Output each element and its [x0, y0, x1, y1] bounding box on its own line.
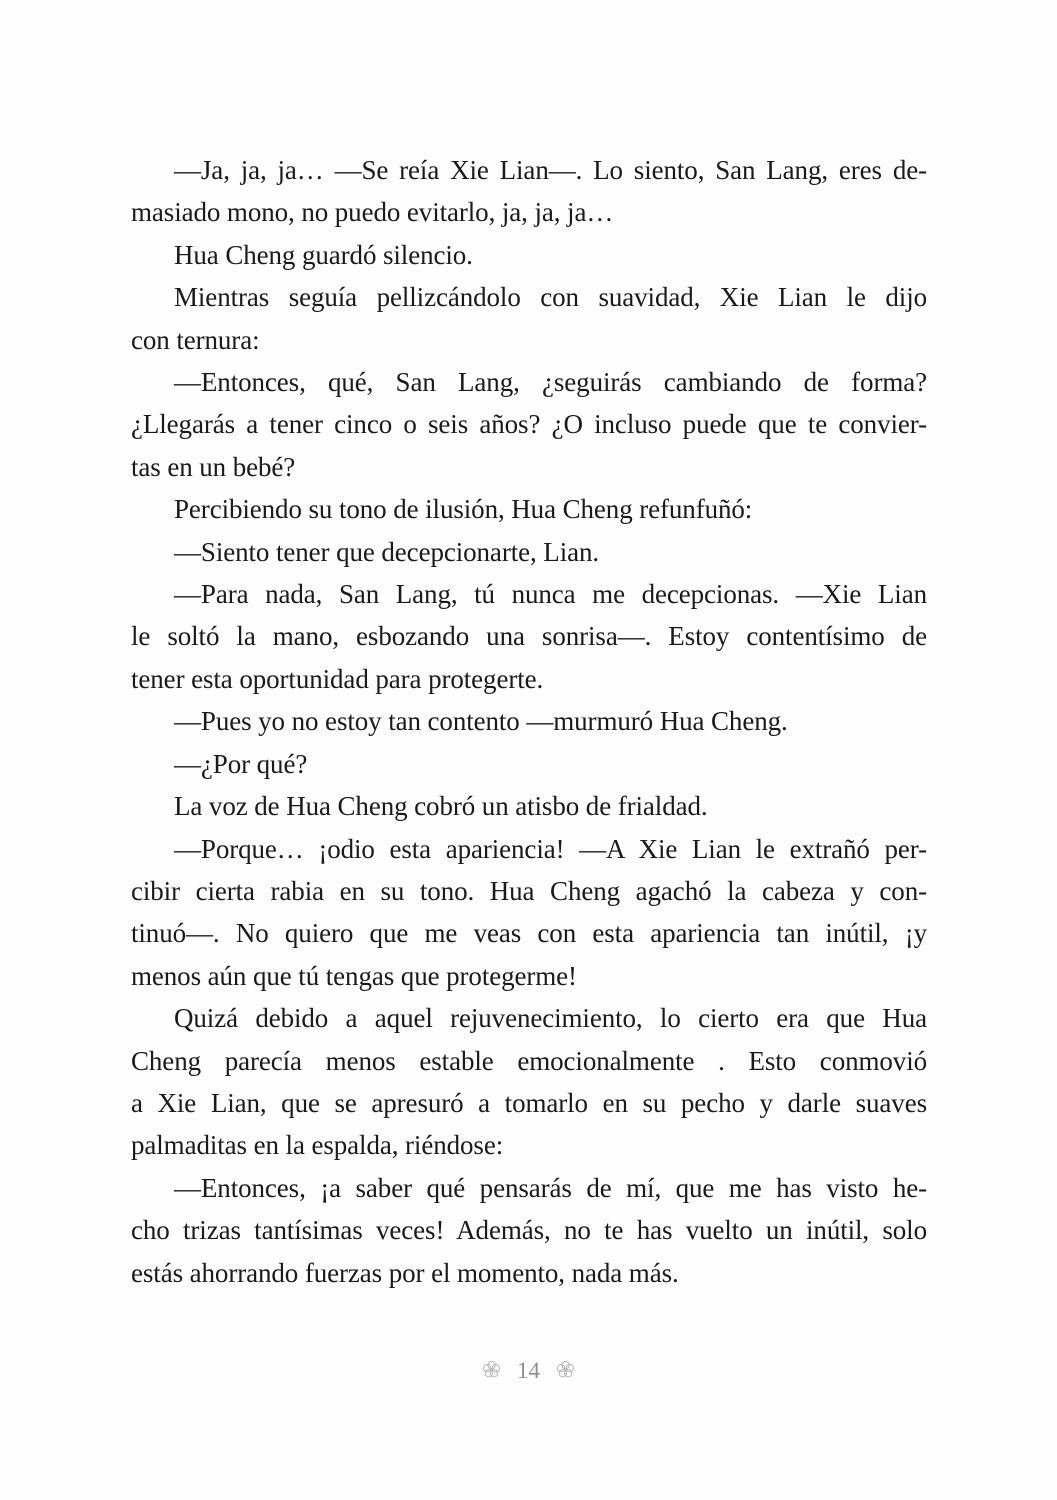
paragraph: [131, 234, 927, 276]
paragraph: [131, 785, 927, 827]
text-line: cibir cierta rabia en su tono. Hua Cheng agachó la cabeza y con-: [131, 875, 927, 906]
paragraph: [131, 700, 927, 742]
paragraph: [131, 361, 927, 488]
text-line: —Entonces, qué, San Lang, ¿seguirás cambiando de forma?: [174, 367, 927, 398]
text-line: —Pues yo no estoy tan contento —murmuró Hua Cheng.: [174, 706, 788, 737]
paragraph: [131, 743, 927, 785]
text-line: tas en un bebé?: [131, 451, 296, 482]
text-line: le soltó la mano, esbozando una sonrisa—. Estoy contentísimo de: [131, 621, 927, 652]
text-line: menos aún que tú tengas que protegerme!: [131, 960, 577, 991]
text-line: Hua Cheng guardó silencio.: [174, 239, 473, 270]
paragraph: [131, 488, 927, 530]
text-line: —Porque… ¡odio esta apariencia! —A Xie Lian le extrañó per-: [174, 833, 927, 864]
text-line: Percibiendo su tono de ilusión, Hua Cheng refunfuñó:: [174, 494, 753, 525]
text-line: estás ahorrando fuerzas por el momento, nada más.: [131, 1257, 679, 1288]
flower-rosette-icon: [482, 1360, 501, 1379]
paragraph: [131, 828, 927, 998]
flower-rosette-icon: [556, 1360, 575, 1379]
text-line: Cheng parecía menos estable emocionalmente . Esto conmovió: [131, 1045, 927, 1076]
text-line: a Xie Lian, que se apresuró a tomarlo en su pecho y darle suaves: [131, 1087, 927, 1118]
paragraph: [131, 573, 927, 700]
paragraph: [131, 531, 927, 573]
text-line: ¿Llegarás a tener cinco o seis años? ¿O incluso puede que te convier-: [131, 409, 927, 440]
paragraph: [131, 149, 927, 234]
text-line: Mientras seguía pellizcándolo con suavidad, Xie Lian le dijo: [174, 282, 927, 313]
text-line: tener esta oportunidad para protegerte.: [131, 663, 544, 694]
paragraph: [131, 997, 927, 1167]
text-line: —Ja, ja, ja… —Se reía Xie Lian—. Lo siento, San Lang, eres de-: [174, 155, 927, 185]
paragraph: [131, 276, 927, 361]
page-number: 14: [517, 1357, 540, 1383]
text-line: —Entonces, ¡a saber qué pensarás de mí, que me has visto he-: [174, 1172, 927, 1203]
text-line: tinuó—. No quiero que me veas con esta apariencia tan inútil, ¡y: [131, 918, 927, 949]
page-footer: [0, 1347, 1057, 1391]
text-line: masiado mono, no puedo evitarlo, ja, ja, ja…: [131, 197, 614, 228]
text-line: —Siento tener que decepcionarte, Lian.: [174, 536, 600, 567]
text-line: cho trizas tantísimas veces! Además, no te has vuelto un inútil, solo: [131, 1215, 927, 1246]
text-line: palmaditas en la espalda, riéndose:: [131, 1130, 504, 1161]
text-block: [131, 149, 927, 1294]
text-line: con ternura:: [131, 324, 260, 355]
text-line: —Para nada, San Lang, tú nunca me decepcionas. —Xie Lian: [174, 579, 927, 610]
text-line: —¿Por qué?: [174, 748, 308, 779]
text-line: La voz de Hua Cheng cobró un atisbo de frialdad.: [174, 791, 708, 822]
text-line: Quizá debido a aquel rejuvenecimiento, lo cierto era que Hua: [174, 1003, 927, 1034]
paragraph: [131, 1167, 927, 1294]
